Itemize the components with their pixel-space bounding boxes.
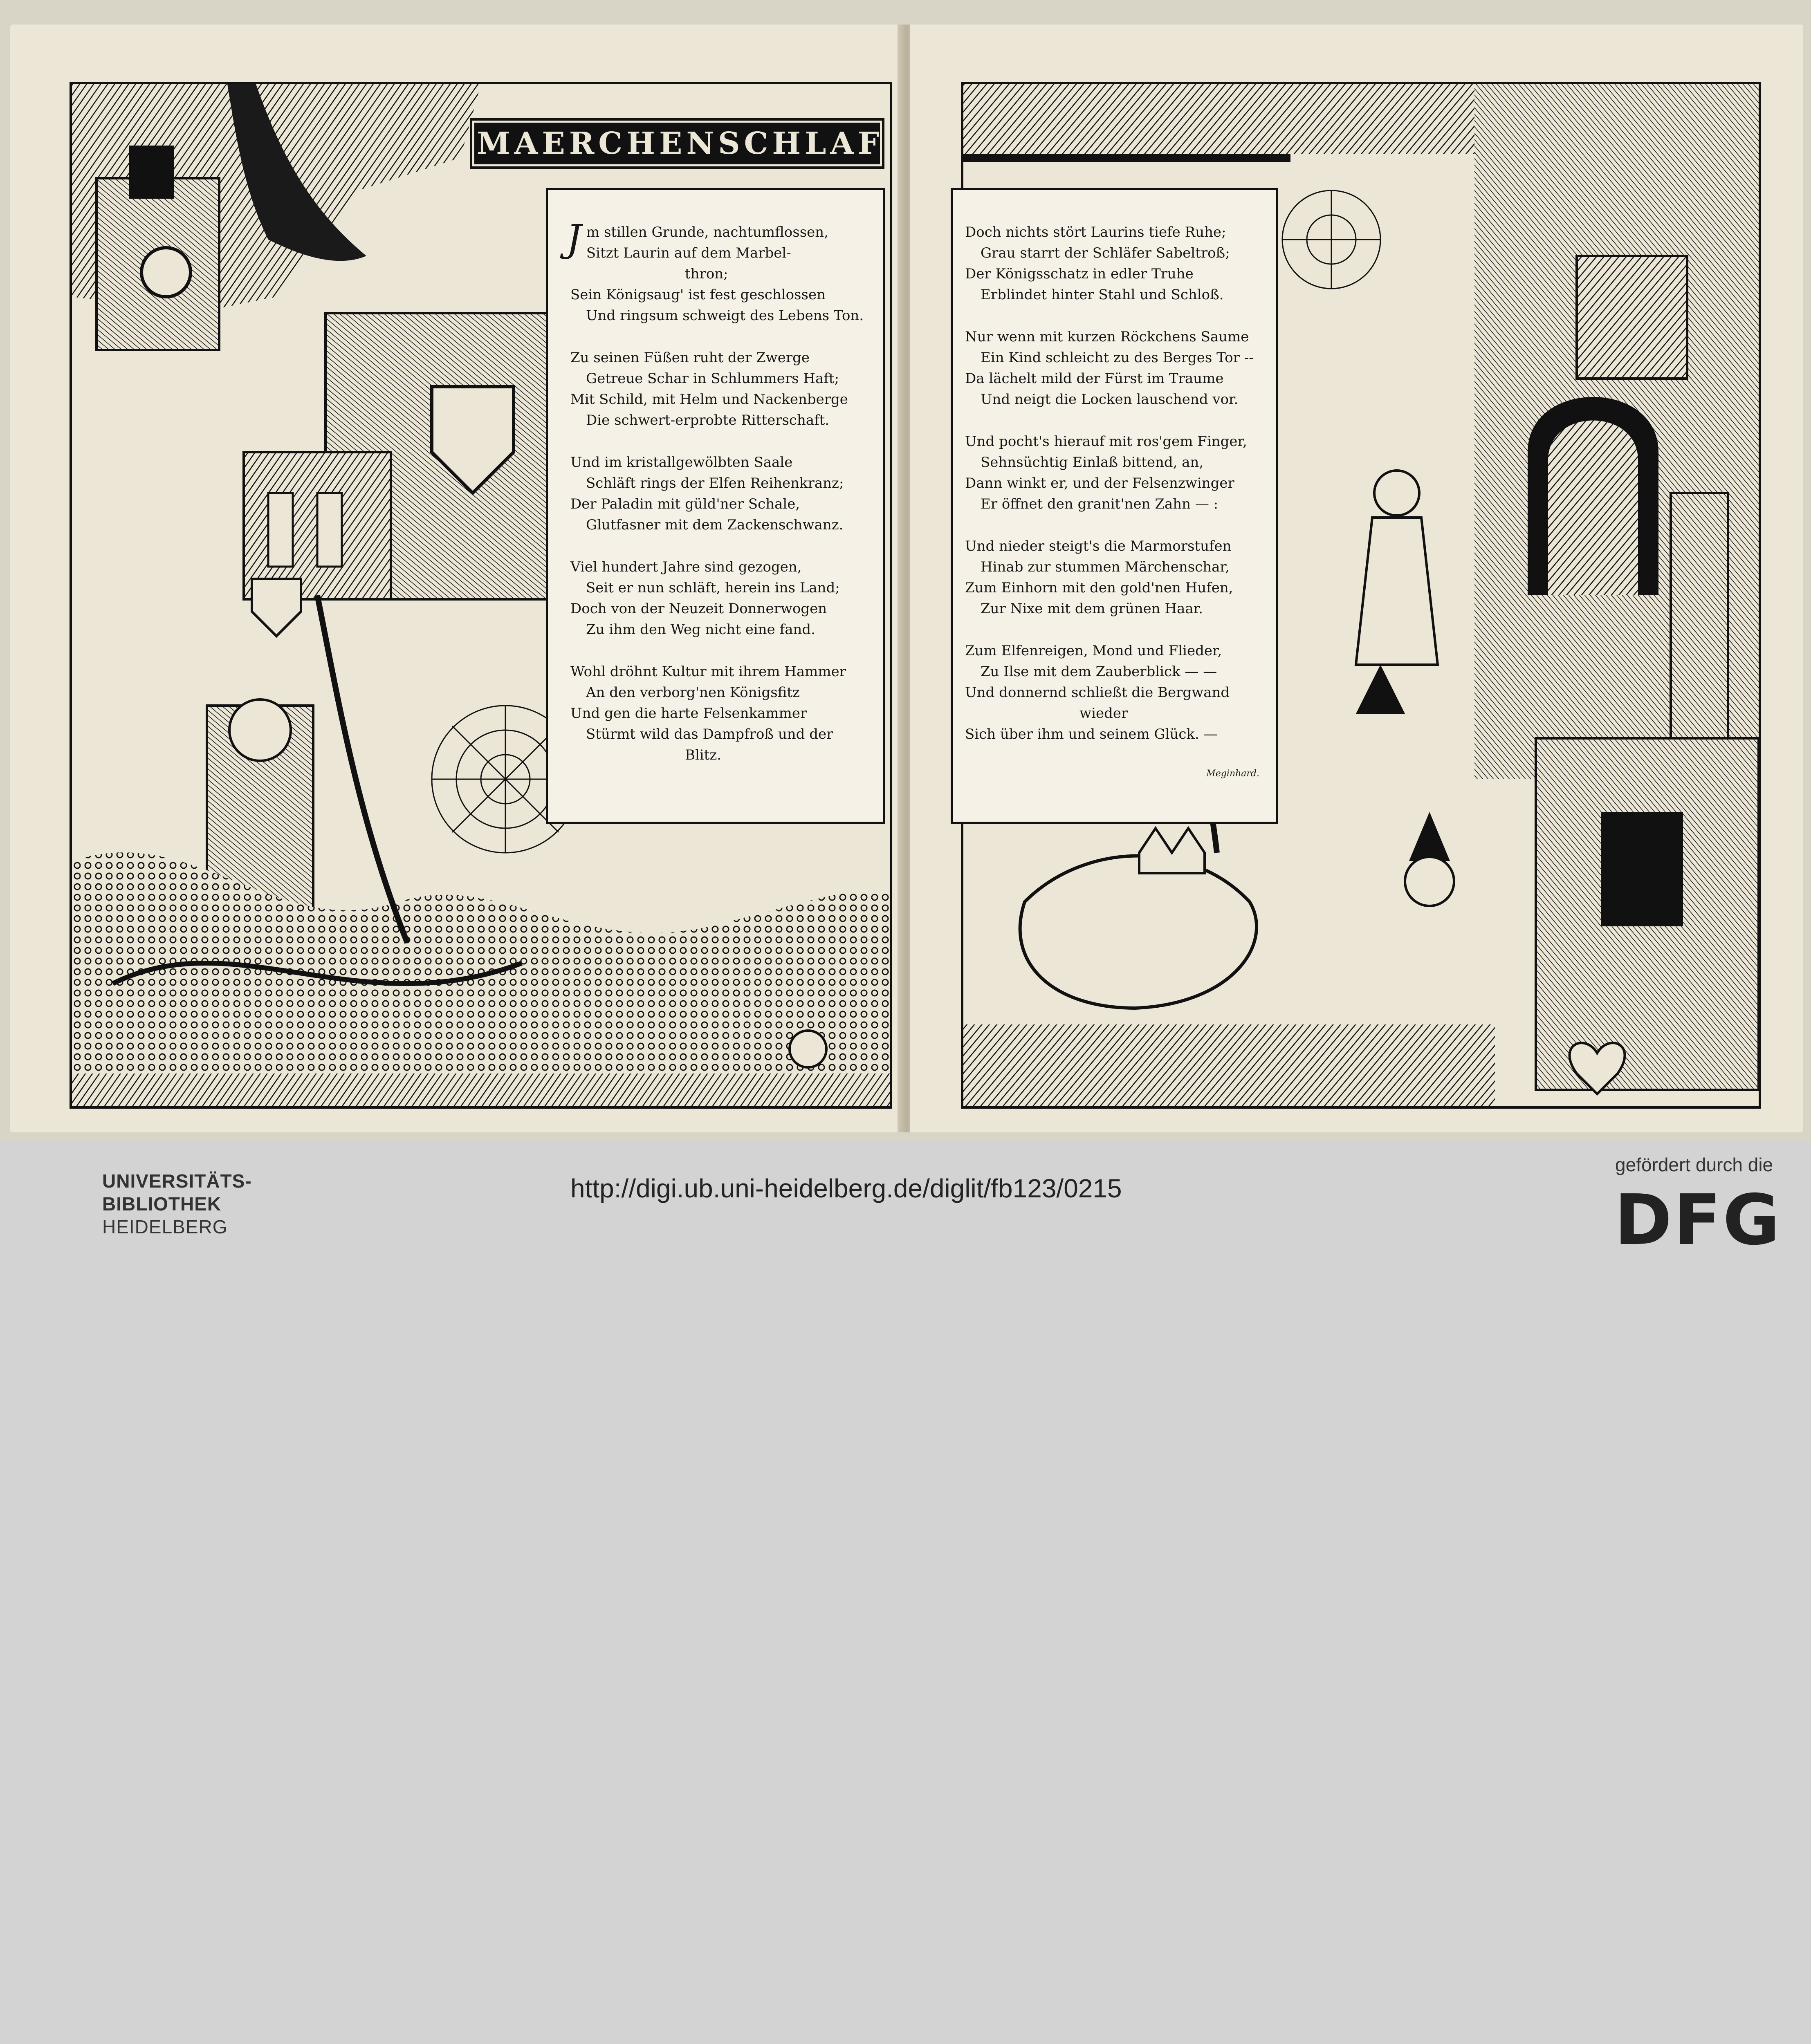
poem-line: Zur Nixe mit dem grünen Haar. <box>981 601 1203 617</box>
poem-line: Sein Königsaug' ist fest geschlossen <box>570 287 826 303</box>
poem-line: Der Paladin mit güld'ner Schale, <box>570 496 800 512</box>
poem-stanza <box>570 347 864 431</box>
poem-stanza <box>965 327 1254 410</box>
poem-line: Und gen die harte Felsenkammer <box>570 705 807 722</box>
poem-line: Seit er nun schläft, herein ins Land; <box>586 580 840 596</box>
poem-line: Stürmt wild das Dampfroß und der <box>586 726 833 742</box>
funding-caption: gefördert durch die <box>1615 1154 1773 1175</box>
poem-stanza <box>965 641 1254 745</box>
poem-signature: Meginhard. <box>1206 769 1259 779</box>
institution-name-line-1: UNIVERSITÄTS- <box>102 1170 252 1192</box>
poem-stanza <box>965 431 1254 515</box>
poem-line: Da lächelt mild der Fürst im Traume <box>965 370 1224 387</box>
poem-line: Zu ihm den Weg nicht eine fand. <box>586 621 815 638</box>
poem-stanza <box>965 222 1254 305</box>
poem-line: Erblindet hinter Stahl und Schloß. <box>981 287 1224 303</box>
institution-name-line-3: HEIDELBERG <box>102 1216 228 1237</box>
left-poem-text <box>566 217 864 787</box>
poem-line: Doch von der Neuzeit Donnerwogen <box>570 601 827 617</box>
poem-line: Dann winkt er, und der Felsenzwinger <box>965 475 1234 491</box>
title-plate <box>474 123 884 164</box>
right-page <box>910 25 1803 1132</box>
poem-line: Der Königsschatz in edler Truhe <box>965 266 1194 282</box>
poem-line: Er öffnet den granit'nen Zahn — : <box>981 496 1219 512</box>
poem-line: Sitzt Laurin auf dem Marbel- <box>586 245 791 261</box>
poem-line: Grau starrt der Schläfer Sabeltroß; <box>981 245 1230 261</box>
poem-line: Zum Einhorn mit den gold'nen Hufen, <box>965 580 1233 596</box>
document-url-link[interactable]: http://digi.ub.uni-heidelberg.de/diglit/fb123/0215 <box>570 1174 1122 1203</box>
poem-line: Doch nichts stört Laurins tiefe Ruhe; <box>965 224 1226 240</box>
poem-line: Viel hundert Jahre sind gezogen, <box>570 559 802 575</box>
poem-line: Und pocht's hierauf mit ros'gem Finger, <box>965 433 1247 450</box>
poem-line: thron; <box>685 266 728 282</box>
drop-capital: J <box>566 217 581 260</box>
poem-line: Zu seinen Füßen ruht der Zwerge <box>570 350 810 366</box>
poem-line: Schläft rings der Elfen Reihenkranz; <box>586 475 844 491</box>
poem-line: Glutfasner mit dem Zackenschwanz. <box>586 517 844 533</box>
poem-line: Ein Kind schleicht zu des Berges Tor -- <box>981 350 1254 366</box>
poem-line: m stillen Grunde, nachtumflossen, <box>586 224 828 240</box>
viewer-footer <box>0 1141 1811 1269</box>
poem-line: Und donnernd schließt die Bergwand <box>965 684 1230 701</box>
right-poem-panel <box>951 188 1278 824</box>
poem-line: Und ringsum schweigt des Lebens Ton. <box>586 307 864 324</box>
left-page <box>10 25 904 1132</box>
poem-stanza <box>566 217 864 326</box>
left-poem-panel <box>546 188 885 824</box>
poem-line: Und neigt die Locken lauschend vor. <box>981 391 1239 408</box>
poem-line: wieder <box>1079 705 1128 722</box>
dfg-logo[interactable]: DFG <box>1614 1180 1782 1261</box>
poem-line: Und im kristallgewölbten Saale <box>570 454 793 471</box>
poem-stanza <box>570 661 864 766</box>
institution-name-line-2: BIBLIOTHEK <box>102 1193 222 1215</box>
poem-line: Zum Elfenreigen, Mond und Flieder, <box>965 643 1222 659</box>
poem-line: Die schwert-erprobte Ritterschaft. <box>586 412 830 428</box>
poem-line: Getreue Schar in Schlummers Haft; <box>586 370 839 387</box>
poem-line: Mit Schild, mit Helm und Nackenberge <box>570 391 848 408</box>
page-title: MAERCHENSCHLAF <box>477 126 884 161</box>
poem-line: Zu Ilse mit dem Zauberblick — — <box>981 663 1217 680</box>
right-poem-text <box>965 222 1254 766</box>
poem-line: Hinab zur stummen Märchenschar, <box>981 559 1230 575</box>
poem-stanza <box>570 557 864 640</box>
poem-line: Wohl dröhnt Kultur mit ihrem Hammer <box>570 663 846 680</box>
poem-stanza <box>570 452 864 536</box>
poem-line: Blitz. <box>685 747 722 763</box>
poem-line: Nur wenn mit kurzen Röckchens Saume <box>965 329 1249 345</box>
poem-line: Sich über ihm und seinem Glück. — <box>965 726 1218 742</box>
poem-line: Sehnsüchtig Einlaß bittend, an, <box>981 454 1204 471</box>
poem-line: An den verborg'nen Königsfitz <box>586 684 800 701</box>
poem-line: Und nieder steigt's die Marmorstufen <box>965 538 1232 554</box>
poem-stanza <box>965 536 1254 619</box>
